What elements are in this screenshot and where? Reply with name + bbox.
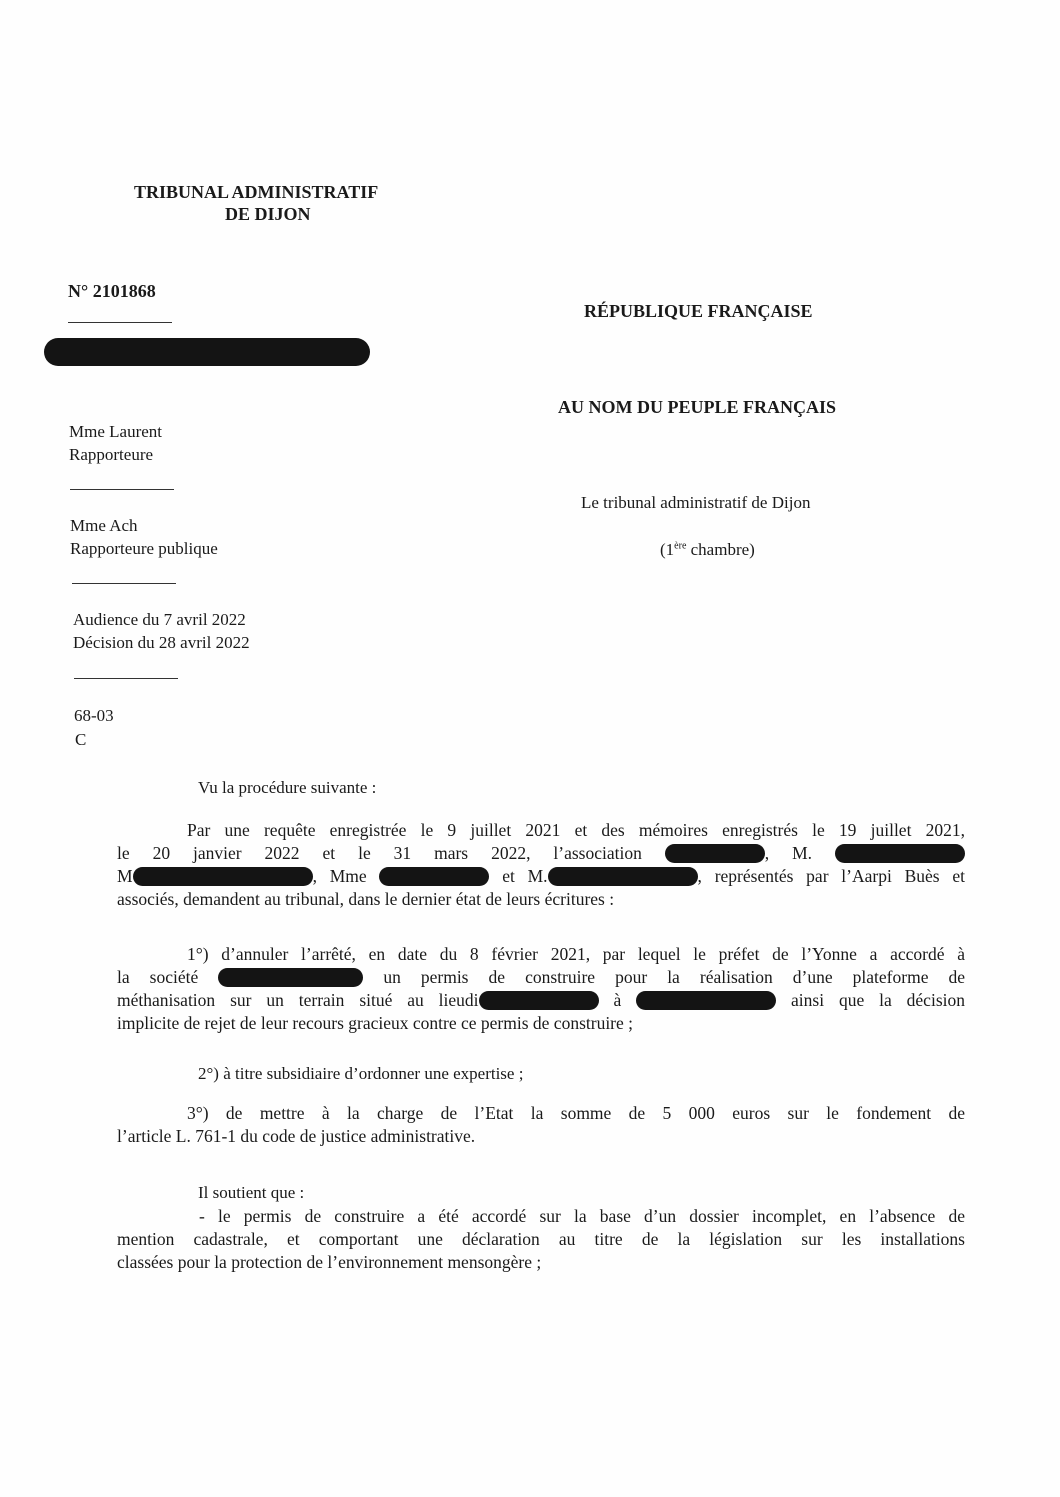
redaction-block (548, 867, 698, 886)
paragraph-claim-3: 3°) de mettre à la charge de l’Etat la somme de 5 000 euros sur le fondement de l’article L. 761-1 du code de justice administrative. (117, 1103, 965, 1146)
hearing-date: Audience du 7 avril 2022 (73, 610, 246, 629)
paragraph-argument-1: - le permis de construire a été accordé sur la base d’un dossier incomplet, en l’absence de mention cadastrale, et comportant une déclaration au titre de la législation sur les installations classées pour la protection de l’environnement mensongère ; (117, 1206, 965, 1272)
redaction-block (379, 867, 489, 886)
divider (68, 322, 172, 323)
redaction-block (44, 338, 370, 366)
tribunal-text: Le tribunal administratif de Dijon (581, 493, 811, 512)
people-heading: AU NOM DU PEUPLE FRANÇAIS (558, 397, 836, 417)
court-name-line1: TRIBUNAL ADMINISTRATIF (134, 182, 379, 202)
paragraph-request: Par une requête enregistrée le 9 juillet 2021 et des mémoires enregistrés le 19 juillet 2021, le 20 janvier 2022 et le 31 mars 2022, l’association , M. M , Mme et M. , représentés par l’Aarpi Buès et associés, demandent au tribunal, dans le dernier état de leurs écritures : (117, 820, 965, 909)
chamber-line: (1ère chambre) (660, 540, 755, 559)
court-name-line2: DE DIJON (225, 204, 311, 224)
public-rapporteur-name: Mme Ach (70, 516, 138, 535)
redaction-block (479, 991, 599, 1010)
rapporteur-role: Rapporteure (69, 445, 154, 464)
redaction-block (133, 867, 313, 886)
redaction-block (665, 844, 765, 863)
case-number: N° 2101868 (68, 281, 156, 301)
rapporteur-name: Mme Laurent (69, 422, 162, 441)
procedure-intro: Vu la procédure suivante : (198, 778, 377, 797)
divider (70, 489, 174, 490)
redaction-block (835, 844, 965, 863)
paragraph-claim-2: 2°) à titre subsidiaire d’ordonner une expertise ; (198, 1064, 524, 1083)
redaction-block (218, 968, 363, 987)
classification-code: 68-03 (74, 706, 114, 725)
paragraph-claim-1: 1°) d’annuler l’arrêté, en date du 8 février 2021, par lequel le préfet de l’Yonne a accordé à la société un permis de construire pour la réalisation d’une plateforme de méthanisation sur un terrain situé au lieudi à ainsi que la décision implicite de rejet de leur recours gracieux contre ce permis de construire ; (117, 944, 966, 1033)
arguments-intro: Il soutient que : (198, 1183, 305, 1202)
republic-heading: RÉPUBLIQUE FRANÇAISE (584, 301, 813, 321)
publication-category: C (75, 730, 87, 749)
tribunal-line (581, 493, 810, 513)
divider (72, 583, 176, 584)
divider (74, 678, 178, 679)
decision-date: Décision du 28 avril 2022 (73, 633, 250, 652)
public-rapporteur-role: Rapporteure publique (70, 539, 218, 558)
redaction-block (636, 991, 776, 1010)
